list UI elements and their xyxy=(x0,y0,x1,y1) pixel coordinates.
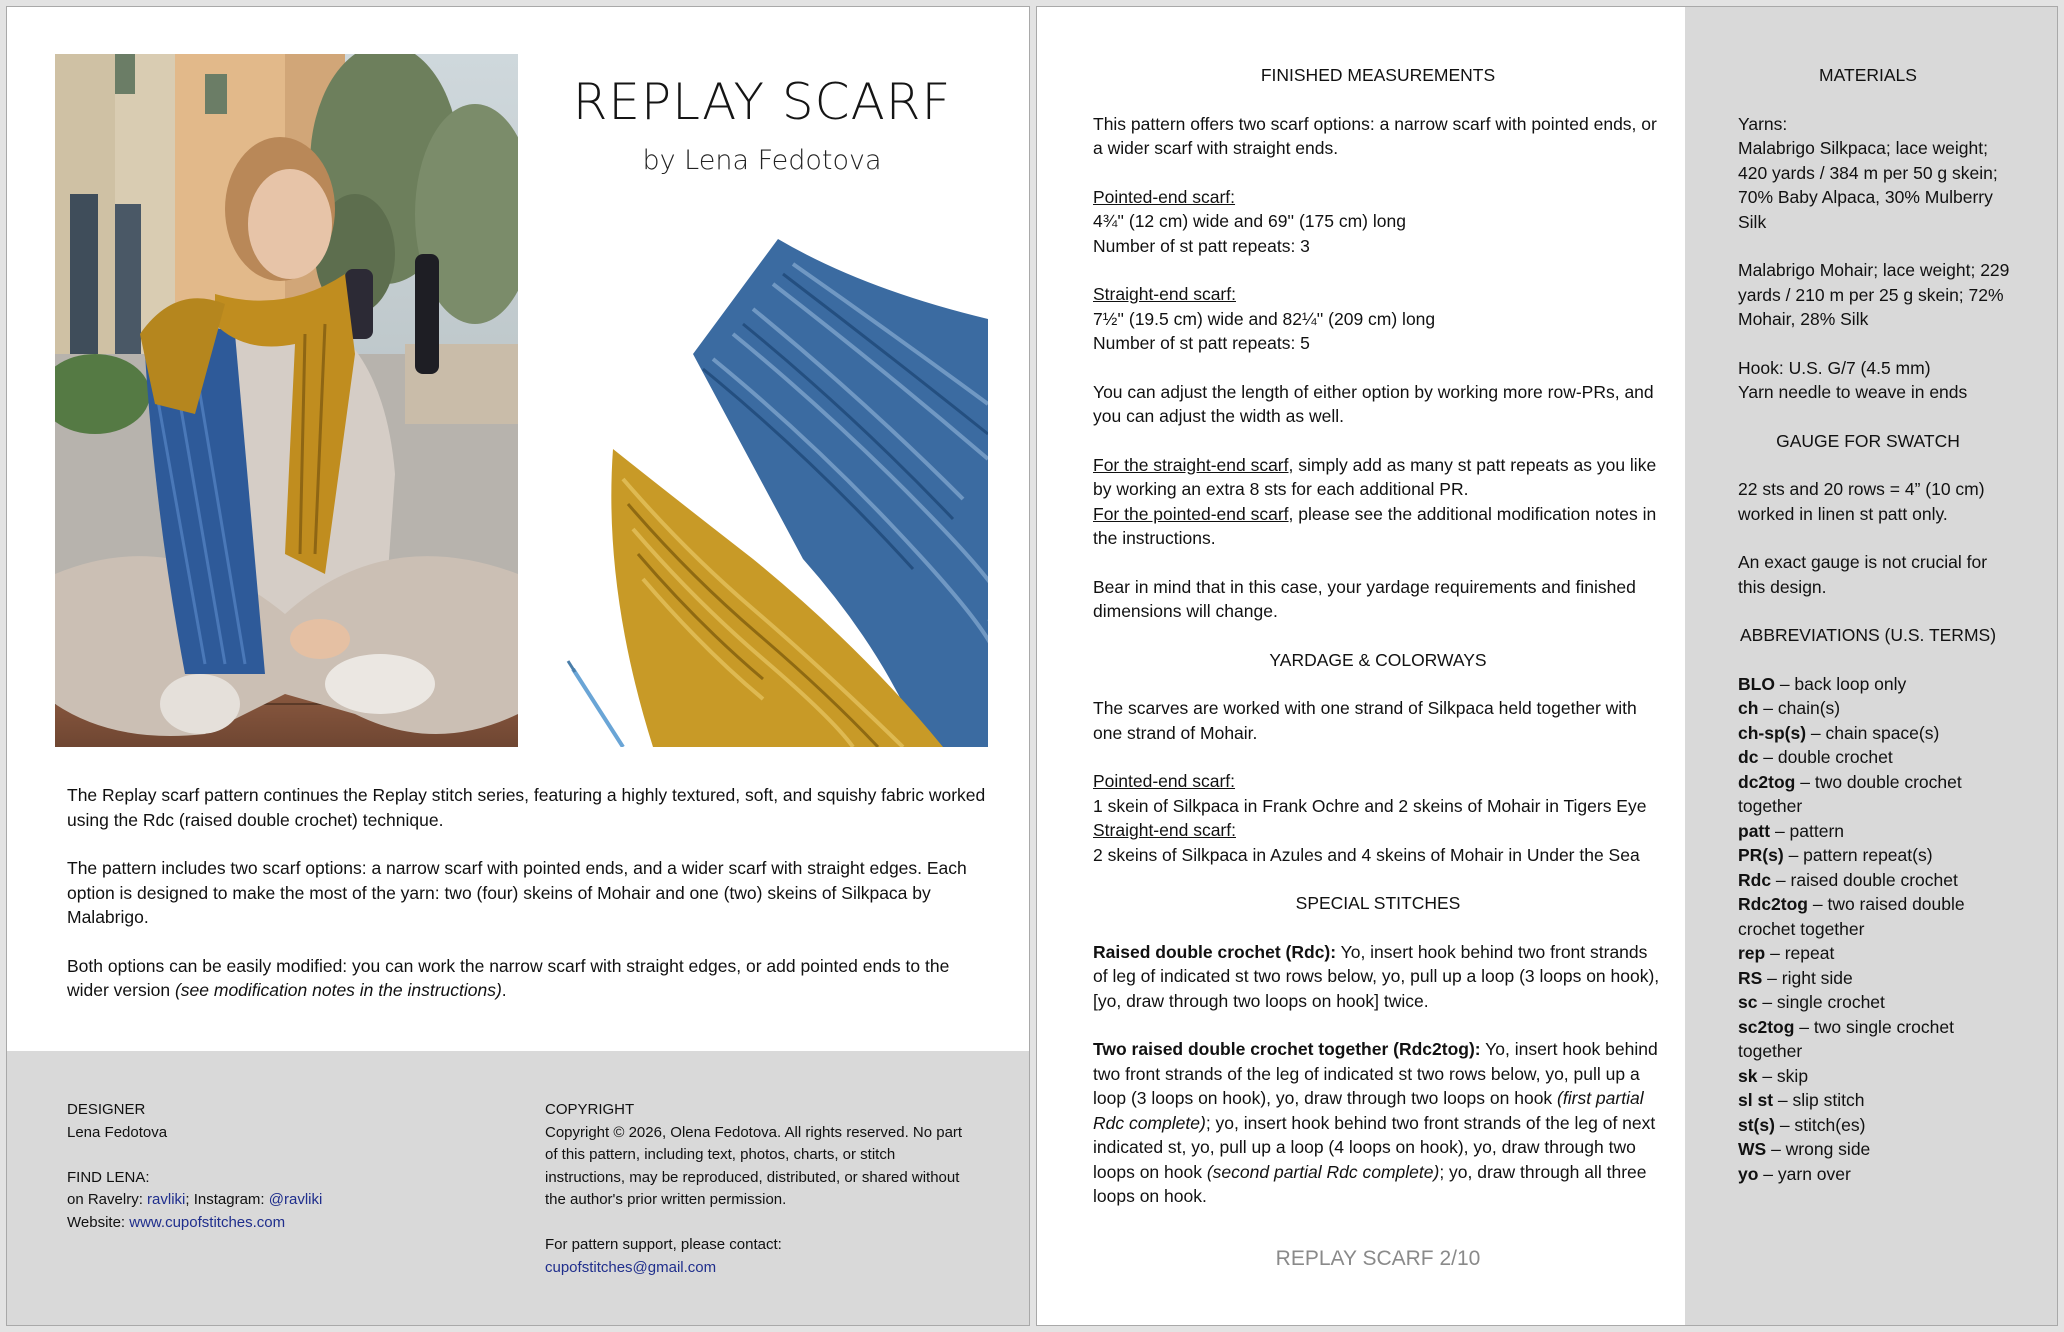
abbreviation-definition: – pattern xyxy=(1770,820,1845,841)
bear-in-mind-text: Bear in mind that in this case, your yardage requirements and finished dimensions will change. xyxy=(1093,576,1636,621)
abbreviation-item xyxy=(1738,892,2018,941)
intro-paragraph-1: The Replay scarf pattern continues the Replay stitch series, featuring a highly textured, soft, and squishy fabric worked using the Rdc (raised double crochet) technique. xyxy=(67,785,986,830)
yardage-pointed-text: 1 skein of Silkpaca in Frank Ochre and 2 skeins of Mohair in Tigers Eye xyxy=(1093,795,1647,816)
straight-end-block xyxy=(1093,282,1663,356)
abbreviation-term: sk xyxy=(1738,1065,1758,1086)
abbreviation-item xyxy=(1738,1113,2018,1138)
yarn-mohair: Malabrigo Mohair; lace weight; 229 yards / 210 m per 25 g skein; 72% Mohair, 28% Silk xyxy=(1738,260,2010,329)
abbreviation-definition: – pattern repeat(s) xyxy=(1783,845,1933,865)
yardage-heading: YARDAGE & COLORWAYS xyxy=(1269,649,1487,670)
scarf-closeup-photo xyxy=(563,229,988,747)
abbreviation-item xyxy=(1738,1088,2018,1113)
abbreviation-definition: – repeat xyxy=(1765,943,1835,963)
hook-size: Hook: U.S. G/7 (4.5 mm) xyxy=(1738,357,1931,378)
rdc2tog-text-1: Yo, insert hook behind two front strands of the leg of indicated st two rows below, yo, pull up a loop (3 loops on hook), yo, draw through two loops on hook xyxy=(1093,1039,1658,1108)
copyright-heading: COPYRIGHT xyxy=(545,1101,635,1118)
abbreviation-item xyxy=(1738,819,2018,844)
website-line xyxy=(67,1212,487,1235)
rdc2tog-label: Two raised double crochet together (Rdc2tog): xyxy=(1093,1039,1481,1059)
designer-heading: DESIGNER xyxy=(67,1101,146,1118)
intro-paragraph-3-italic: (see modification notes in the instructions) xyxy=(174,980,502,1000)
gauge-note: An exact gauge is not crucial for this design. xyxy=(1738,552,1988,597)
support-text: For pattern support, please contact: xyxy=(545,1236,782,1253)
yarn-needle: Yarn needle to weave in ends xyxy=(1738,382,1968,402)
abbreviation-item xyxy=(1738,1162,2018,1187)
abbreviation-definition: – single crochet xyxy=(1757,992,1885,1012)
intro-paragraph-3 xyxy=(67,954,987,1003)
rdc2tog-italic-2: (second partial Rdc complete) xyxy=(1206,1161,1440,1182)
gauge-heading: GAUGE FOR SWATCH xyxy=(1776,430,1960,451)
abbreviation-item xyxy=(1738,966,2018,991)
copyright-text: Copyright © 2026, Olena Fedotova. All rights reserved. No part of this pattern, including text, photos, charts, or stitch instructions, may be reproduced, distributed, or shared without the author's prior written permission. xyxy=(545,1123,963,1208)
social-line xyxy=(67,1189,487,1212)
rdc-definition xyxy=(1093,940,1663,1014)
materials-heading: MATERIALS xyxy=(1819,65,1917,85)
designer-name: Lena Fedotova xyxy=(67,1123,168,1141)
abbreviation-term: BLO xyxy=(1738,673,1775,694)
gauge-text: 22 sts and 20 rows = 4” (10 cm) worked in linen st patt only. xyxy=(1738,479,1985,524)
rdc-label: Raised double crochet (Rdc): xyxy=(1093,941,1337,962)
pointed-end-label: Pointed-end scarf: xyxy=(1093,186,1236,207)
designer-info xyxy=(67,1099,487,1234)
abbreviation-term: ch xyxy=(1738,698,1759,718)
main-column xyxy=(1093,63,1663,1233)
intro-paragraph-3-end: . xyxy=(501,980,507,1000)
abbreviations-list xyxy=(1738,672,2018,1187)
abbreviation-item xyxy=(1738,941,2018,966)
straight-end-repeats: Number of st patt repeats: 5 xyxy=(1093,333,1310,353)
materials-sidebar xyxy=(1685,7,2058,1326)
abbreviation-item xyxy=(1738,721,2018,746)
abbreviation-definition: – double crochet xyxy=(1758,747,1893,767)
title-block xyxy=(527,73,997,176)
model-photo xyxy=(55,54,518,747)
intro-text xyxy=(67,783,987,1027)
abbreviation-definition: – skip xyxy=(1757,1065,1809,1086)
straight-end-size: 7½'' (19.5 cm) wide and 82¼'' (209 cm) long xyxy=(1093,308,1436,329)
yardage-straight-label: Straight-end scarf: xyxy=(1093,820,1236,840)
abbreviation-definition: – right side xyxy=(1762,967,1853,988)
yardage-pointed-label: Pointed-end scarf: xyxy=(1093,771,1236,791)
straight-end-label: Straight-end scarf: xyxy=(1093,284,1236,304)
mod-straight-label: For the straight-end scarf xyxy=(1093,454,1289,475)
pointed-end-repeats: Number of st patt repeats: 3 xyxy=(1093,235,1310,256)
intro-paragraph-2: The pattern includes two scarf options: a narrow scarf with pointed ends, and a wider scarf with straight edges. Each option is designed to make the most of the yarn: two (four) skeins of Mohair and one (two) skeins of Silkpaca by Malabrigo. xyxy=(67,858,967,927)
abbreviation-item xyxy=(1738,770,2018,819)
rdc-text: Yo, insert hook behind two front strands of leg of indicated st two rows below, yo, pull up a loop (3 loops on hook), [yo, draw through two loops on hook] twice. xyxy=(1093,941,1660,1011)
page-number: REPLAY SCARF 2/10 xyxy=(1275,1247,1481,1270)
page-2 xyxy=(1036,6,2058,1326)
yardage-intro: The scarves are worked with one strand of Silkpaca held together with one strand of Mohair. xyxy=(1093,698,1637,743)
support-email-link[interactable]: cupofstitches@gmail.com xyxy=(545,1258,717,1276)
abbreviation-item xyxy=(1738,990,2018,1015)
abbreviation-term: dc2tog xyxy=(1738,771,1796,792)
abbreviation-definition: – two raised double crochet together xyxy=(1738,894,1965,939)
ravelry-link[interactable]: ravliki xyxy=(147,1191,186,1208)
copyright-info xyxy=(545,1099,975,1279)
page-1 xyxy=(6,6,1030,1326)
instagram-prefix: ; Instagram: xyxy=(185,1191,269,1208)
rdc2tog-text-3: ; yo, draw through all three loops on hook. xyxy=(1093,1161,1647,1206)
abbreviation-item xyxy=(1738,1137,2018,1162)
website-prefix: Website: xyxy=(67,1213,130,1231)
yarns-label: Yarns: xyxy=(1738,113,1788,134)
abbreviation-definition: – yarn over xyxy=(1758,1163,1851,1184)
yarn-silkpaca: Malabrigo Silkpaca; lace weight; 420 yards / 384 m per 50 g skein; 70% Baby Alpaca, 30% Mulberry Silk xyxy=(1738,138,1998,232)
pattern-title: REPLAY SCARF xyxy=(572,73,952,131)
footer-band xyxy=(7,1051,1030,1326)
abbreviation-term: Rdc xyxy=(1738,869,1772,890)
abbreviation-definition: – slip stitch xyxy=(1773,1090,1865,1110)
abbreviations-heading: ABBREVIATIONS (U.S. TERMS) xyxy=(1739,625,1997,645)
abbreviation-term: sc xyxy=(1738,992,1758,1012)
abbreviation-term: dc xyxy=(1738,747,1759,767)
abbreviation-definition: – back loop only xyxy=(1774,673,1907,694)
abbreviation-item xyxy=(1738,1064,2018,1089)
sidebar-content xyxy=(1738,63,2018,1186)
tools-block xyxy=(1738,356,2018,405)
byline: by Lena Fedotova xyxy=(642,145,882,176)
abbreviation-item xyxy=(1738,1015,2018,1064)
finished-measurements-heading: FINISHED MEASUREMENTS xyxy=(1260,65,1496,85)
abbreviation-term: PR(s) xyxy=(1738,845,1784,865)
abbreviation-term: st(s) xyxy=(1738,1114,1775,1135)
intro-paragraph-3-text: Both options can be easily modified: you can work the narrow scarf with straight edges, or add pointed ends to the wider version xyxy=(67,955,950,1000)
modification-notes xyxy=(1093,453,1663,551)
abbreviation-definition: – two double crochet together xyxy=(1738,771,1962,816)
abbreviation-term: rep xyxy=(1738,943,1766,963)
rdc2tog-definition xyxy=(1093,1037,1663,1209)
rdc2tog-text-2: ; yo, insert hook behind two front strands of the leg of next indicated st, yo, pull up a loop (4 loops on hook), yo, draw through two loops on hook xyxy=(1093,1112,1656,1182)
abbreviation-definition: – two single crochet together xyxy=(1738,1016,1954,1061)
abbreviation-term: WS xyxy=(1738,1139,1767,1159)
yardage-straight-text: 2 skeins of Silkpaca in Azules and 4 skeins of Mohair in Under the Sea xyxy=(1093,844,1640,865)
abbreviation-definition: – wrong side xyxy=(1766,1139,1871,1159)
website-link[interactable]: www.cupofstitches.com xyxy=(129,1213,286,1231)
abbreviation-item xyxy=(1738,696,2018,721)
abbreviation-term: Rdc2tog xyxy=(1738,894,1808,914)
adjust-text: You can adjust the length of either option by working more row-PRs, and you can adjust the width as well. xyxy=(1093,381,1654,426)
abbreviation-definition: – chain space(s) xyxy=(1806,722,1940,743)
yarns-block xyxy=(1738,112,2018,235)
abbreviation-item xyxy=(1738,868,2018,893)
abbreviation-term: yo xyxy=(1738,1163,1759,1184)
abbreviation-item xyxy=(1738,672,2018,697)
special-stitches-heading: SPECIAL STITCHES xyxy=(1295,893,1461,913)
abbreviation-term: patt xyxy=(1738,820,1771,841)
abbreviation-term: ch-sp(s) xyxy=(1738,722,1807,743)
mod-straight-text: , simply add as many st patt repeats as you like by working an extra 8 sts for each additional PR. xyxy=(1093,454,1657,499)
abbreviation-item xyxy=(1738,843,2018,868)
rdc2tog-italic-1: (first partial Rdc complete) xyxy=(1093,1088,1644,1133)
pointed-end-size: 4¾'' (12 cm) wide and 69'' (175 cm) long xyxy=(1093,211,1406,231)
abbreviation-definition: – chain(s) xyxy=(1758,698,1841,718)
abbreviation-term: sc2tog xyxy=(1738,1016,1795,1037)
mod-pointed-text: , please see the additional modification notes in the instructions. xyxy=(1093,503,1657,548)
pointed-end-block xyxy=(1093,185,1663,259)
instagram-link[interactable]: @ravliki xyxy=(268,1191,323,1208)
abbreviation-term: RS xyxy=(1738,967,1763,988)
find-heading: FIND LENA: xyxy=(67,1168,150,1186)
mod-pointed-label: For the pointed-end scarf xyxy=(1093,503,1289,524)
yardage-list xyxy=(1093,769,1663,867)
ravelry-prefix: on Ravelry: xyxy=(67,1191,148,1208)
finished-intro: This pattern offers two scarf options: a narrow scarf with pointed ends, or a wider scarf with straight ends. xyxy=(1093,113,1657,158)
abbreviation-definition: – stitch(es) xyxy=(1774,1114,1866,1135)
abbreviation-item xyxy=(1738,745,2018,770)
abbreviation-term: sl st xyxy=(1738,1090,1774,1110)
abbreviation-definition: – raised double crochet xyxy=(1771,869,1958,890)
